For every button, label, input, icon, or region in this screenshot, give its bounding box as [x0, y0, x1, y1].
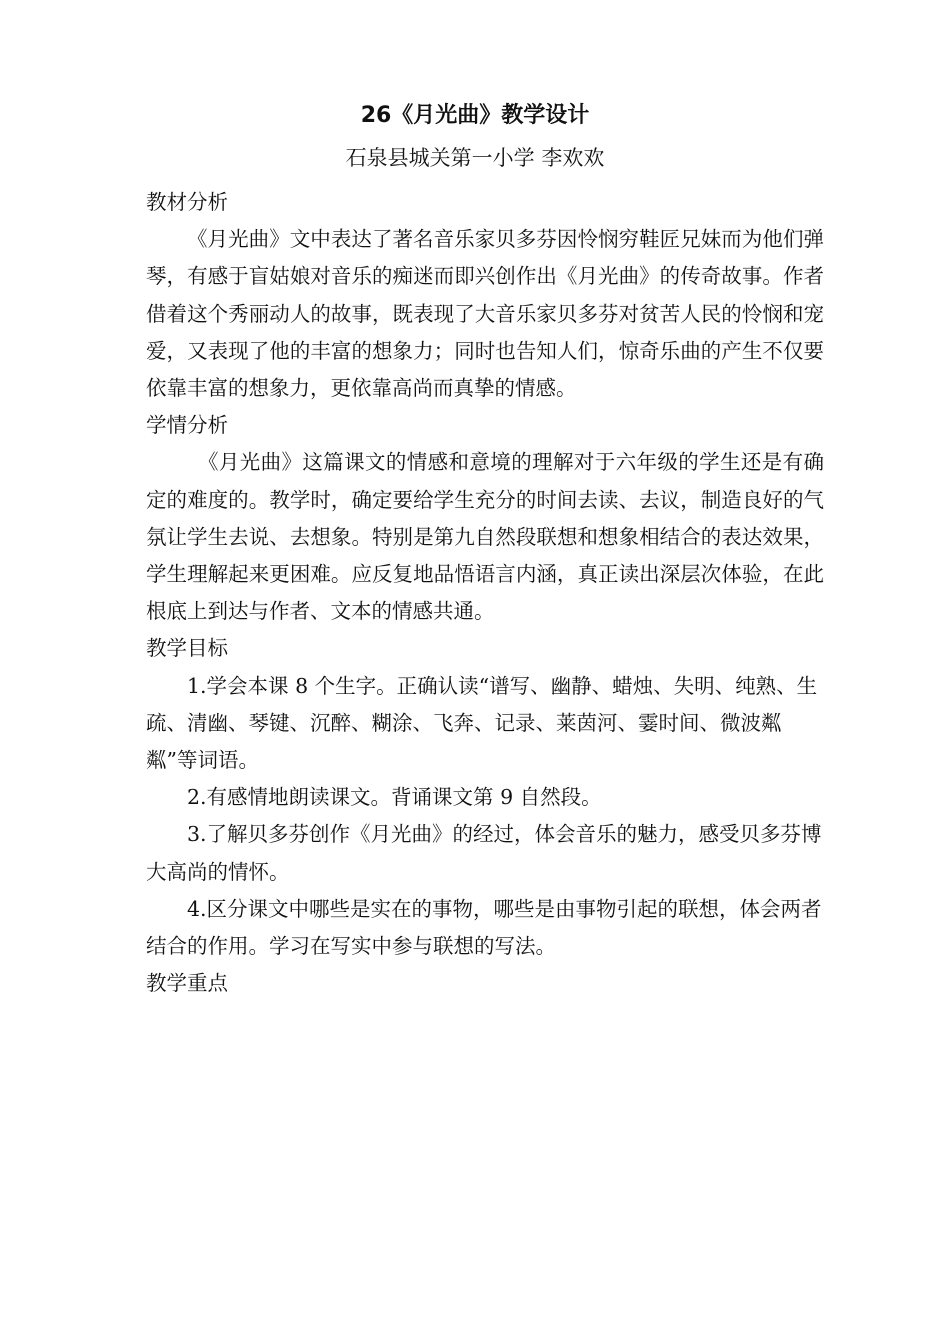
teaching-goal-item-1: 1.学会本课 8 个生字。正确认读“谱写、幽静、蜡烛、失明、纯熟、生疏、清幽、琴键、沉醉、糊涂、飞奔、记录、莱茵河、霎时间、微波粼粼”等词语。 — [146, 673, 818, 773]
section-heading-student-analysis: 学情分析 — [146, 413, 228, 438]
section-heading-teaching-goals: 教学目标 — [146, 636, 228, 661]
teaching-goal-item-2: 2.有感情地朗读课文。背诵课文第 9 自然段。 — [187, 785, 602, 810]
document-title: 26《月光曲》教学设计 — [360, 103, 590, 128]
document-author: 石泉县城关第一小学 李欢欢 — [345, 146, 605, 170]
document-body — [146, 184, 824, 1002]
section-heading-teaching-focus: 教学重点 — [146, 971, 228, 996]
paragraph-student-analysis: 《月光曲》这篇课文的情感和意境的理解对于六年级的学生还是有确定的难度的。教学时，确定要给学生充分的时间去读、去议，制造良好的气氛让学生去说、去想象。特别是第九自然段联想和想象相结合的表达效果，学生理解起来更困难。应反复地品悟语言内涵，真正读出深层次体验，在此根底上到达与作者、文本的情感共通。 — [146, 450, 824, 624]
section-heading-material-analysis: 教材分析 — [146, 190, 228, 214]
teaching-goal-item-4: 4.区分课文中哪些是实在的事物，哪些是由事物引起的联想，体会两者结合的作用。学习在写实中参与联想的写法。 — [146, 896, 822, 959]
paragraph-material-analysis: 《月光曲》文中表达了著名音乐家贝多芬因怜悯穷鞋匠兄妹而为他们弹琴，有感于盲姑娘对音乐的痴迷而即兴创作出《月光曲》的传奇故事。作者借着这个秀丽动人的故事，既表现了大音乐家贝多芬对贫苦人民的怜悯和宠爱，又表现了他的丰富的想象力；同时也告知人们，惊奇乐曲的产生不仅要依靠丰富的想象力，更依靠高尚而真挚的情感。 — [146, 227, 824, 401]
teaching-goal-item-3: 3.了解贝多芬创作《月光曲》的经过，体会音乐的魅力，感受贝多芬博大高尚的情怀。 — [146, 822, 822, 884]
